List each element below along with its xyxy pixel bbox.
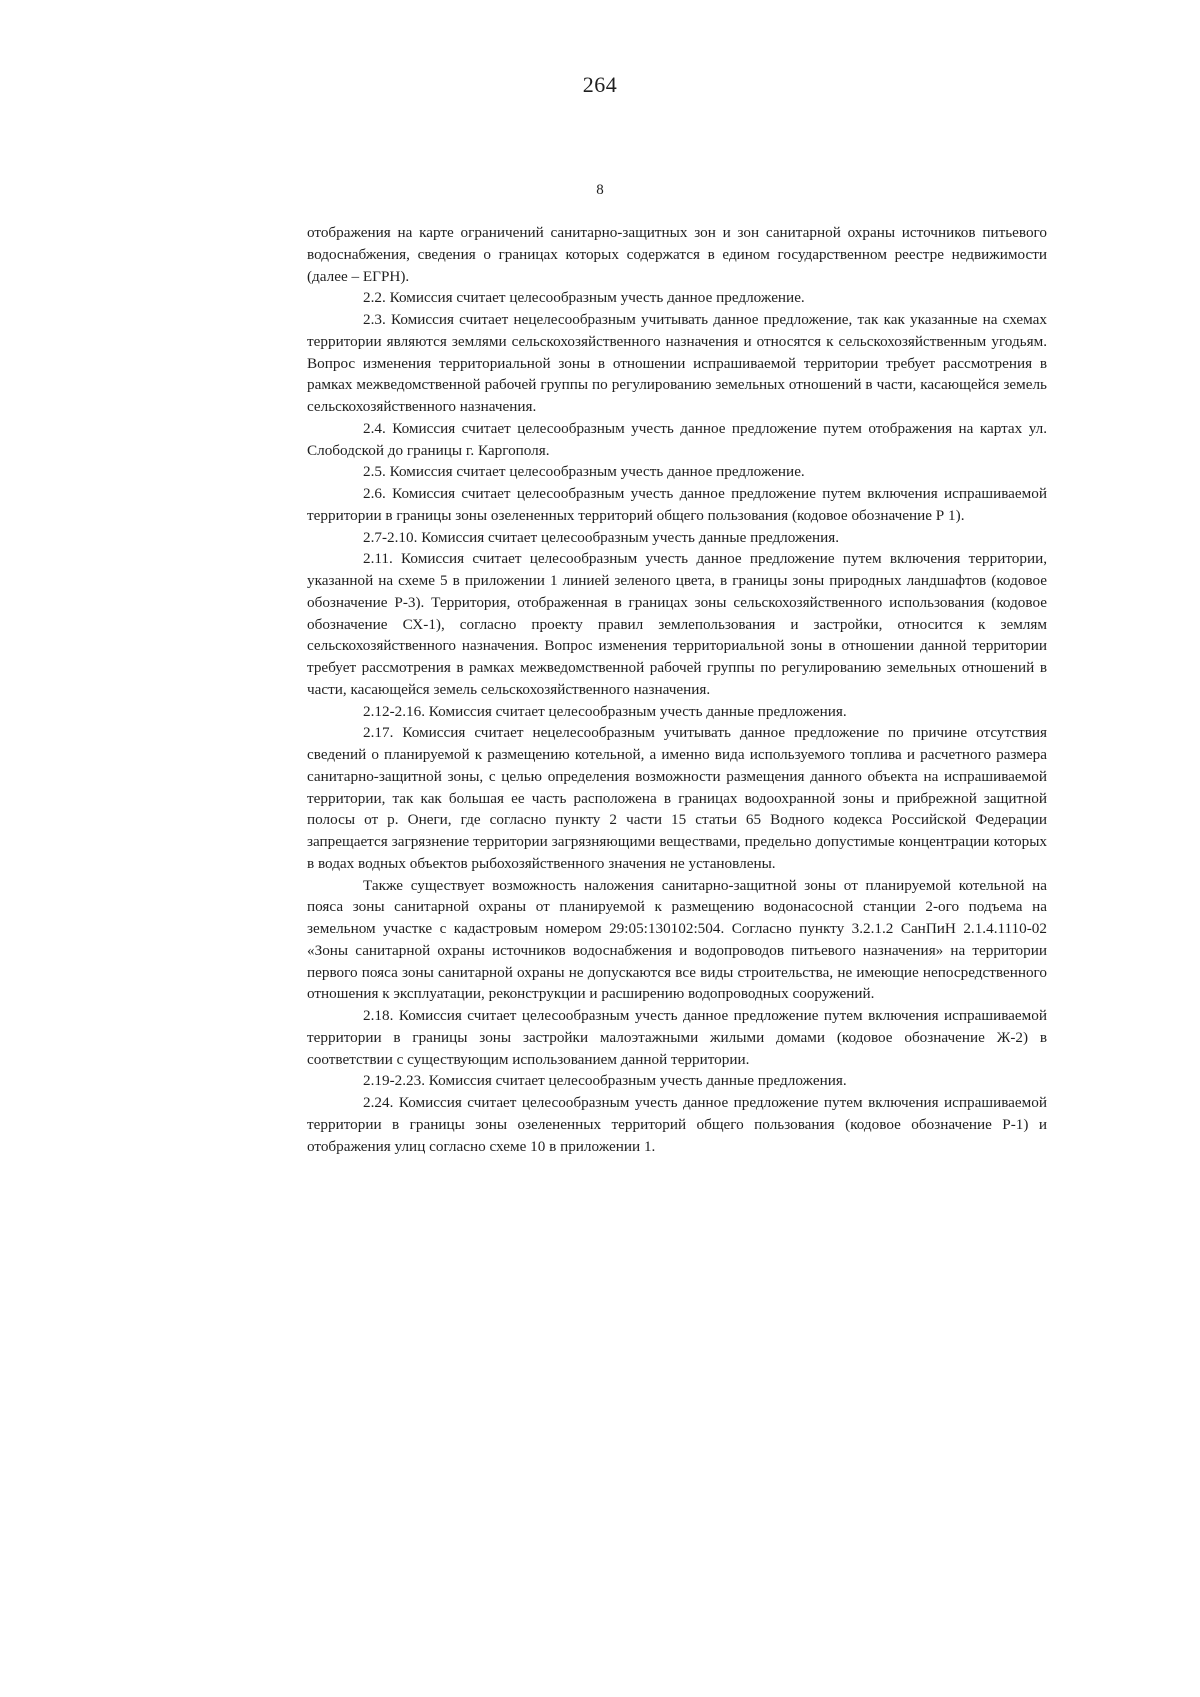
paragraph-2-17-continued: Также существует возможность наложения санитарно-защитной зоны от планируемой котельной на пояса зоны санитарной охраны от планируемой к размещению водонасосной станции 2-ого подъема на земельном участке с кадастровым номером 29:05:130102:504. Согласно пункту 3.2.1.2 СанПиН 2.1.4.1110-02 «Зоны санитарной охраны источников водоснабжения и водопроводов питьевого назначения» на территории первого пояса зоны санитарной охраны не допускаются все виды строительства, не имеющие непосредственного отношения к эксплуатации, реконструкции и расширению водопроводных сооружений. (307, 876, 1047, 1003)
paragraph-2-4: 2.4. Комиссия считает целесообразным учесть данное предложение путем отображения на картах ул. Слободской до границы г. Каргополя. (307, 419, 1047, 459)
paragraph-continuation: отображения на карте ограничений санитарно-защитных зон и зон санитарной охраны источников питьевого водоснабжения, сведения о границах которых содержатся в едином государственном реестре недвижимости (далее – ЕГРН). (307, 224, 1047, 285)
paragraph-2-24: 2.24. Комиссия считает целесообразным учесть данное предложение путем включения испрашиваемой территории в границы зоны озелененных территорий общего пользования (кодовое обозначение Р-1) и отображения улиц согласно схеме 10 в приложении 1. (307, 1094, 1047, 1155)
paragraph-2-6: 2.6. Комиссия считает целесообразным учесть данное предложение путем включения испрашиваемой территории в границы зоны озелененных территорий общего пользования (кодовое обозначение Р 1). (307, 485, 1047, 524)
paragraph-2-19-2-23: 2.19-2.23. Комиссия считает целесообразным учесть данные предложения. (363, 1072, 847, 1090)
paragraph-2-2: 2.2. Комиссия считает целесообразным учесть данное предложение. (363, 289, 805, 307)
paragraph-2-7-2-10: 2.7-2.10. Комиссия считает целесообразным учесть данные предложения. (363, 528, 840, 546)
paragraph-2-3: 2.3. Комиссия считает нецелесообразным учитывать данное предложение, так как указанные на схемах территории являются землями сельскохозяйственного назначения и относятся к сельскохозяйственным угодьям. Вопрос изменения территориальной зоны в отношении испрашиваемой территории требует рассмотрения в рамках межведомственной рабочей группы по регулированию земельных отношений в части, касающейся земель сельскохозяйственного назначения. (307, 311, 1047, 415)
document-body (307, 222, 1047, 1157)
outer-page-number: 264 (582, 72, 618, 97)
paragraph-2-18: 2.18. Комиссия считает целесообразным учесть данное предложение путем включения испрашиваемой территории в границы зоны застройки малоэтажными жилыми домами (кодовое обозначение Ж-2) в соответствии с существующим использованием данной территории. (307, 1007, 1047, 1068)
inner-page-number: 8 (596, 182, 604, 198)
paragraph-2-17: 2.17. Комиссия считает нецелесообразным учитывать данное предложение по причине отсутствия сведений о планируемой к размещению котельной, а именно вида используемого топлива и расчетного размера санитарно-защитной зоны, с целью определения возможности размещения данного объекта на испрашиваемой территории, так как большая ее часть расположена в границах водоохранной зоны и прибрежной защитной полосы от р. Онеги, где согласно пункту 2 части 15 статьи 65 Водного кодекса Российской Федерации запрещается загрязнение территории загрязняющими веществами, предельно допустимые концентрации которых в водах водных объектов рыбохозяйственного значения не установлены. (307, 724, 1047, 872)
paragraph-2-5: 2.5. Комиссия считает целесообразным учесть данное предложение. (363, 463, 805, 481)
paragraph-2-11: 2.11. Комиссия считает целесообразным учесть данное предложение путем включения территории, указанной на схеме 5 в приложении 1 линией зеленого цвета, в границы зоны природных ландшафтов (кодовое обозначение Р-3). Территория, отображенная в границах зоны сельскохозяйственного использования (кодовое обозначение СХ-1), согласно проекту правил землепользования и застройки, относится к землям сельскохозяйственного назначения. Вопрос изменения территориальной зоны в отношении данной территории требует рассмотрения в рамках межведомственной рабочей группы по регулированию земельных отношений в части, касающейся земель сельскохозяйственного назначения. (307, 550, 1047, 698)
paragraph-2-12-2-16: 2.12-2.16. Комиссия считает целесообразным учесть данные предложения. (363, 702, 847, 720)
